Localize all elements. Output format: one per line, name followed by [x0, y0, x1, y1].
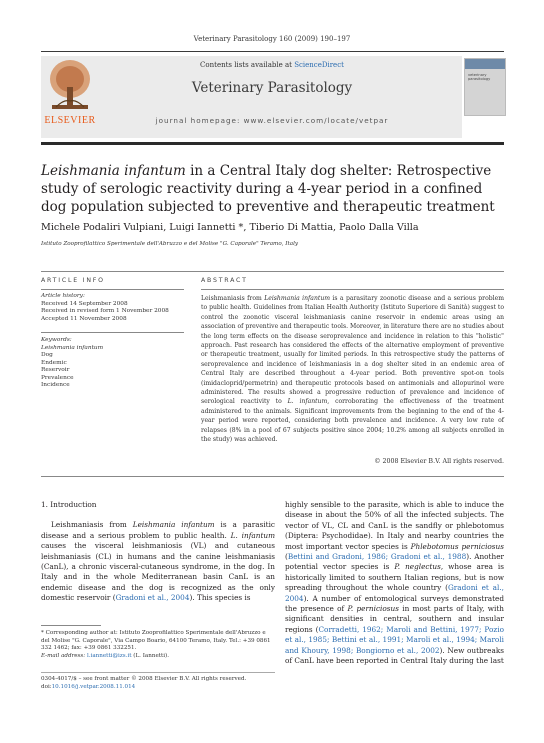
contents-prefix: Contents lists available at — [200, 61, 292, 69]
header-rule — [41, 51, 504, 52]
title-species: Leishmania infantum — [41, 163, 186, 179]
email-link[interactable]: l.iannetti@izs.it — [86, 652, 132, 659]
species-name: P. perniciosus — [347, 604, 399, 614]
text-run: highly sensible to the parasite, which is able to induce the disease in about the 50% of all the infected subjects. The vector of VL, CL and CanL is the sandfly or phlebotomus (Diptera: Psychodidae). In Italy and nearby countries the most important vector species is — [285, 500, 504, 551]
species-name: P. neglectus — [394, 562, 441, 572]
text-run: ). This species is — [189, 593, 251, 603]
citation-link[interactable]: Gradoni et al., 2004 — [285, 583, 504, 603]
info-top-rule — [41, 271, 504, 272]
journal-citation: Veterinary Parasitology 160 (2009) 190–197 — [193, 35, 351, 43]
journal-cover-thumbnail — [464, 58, 506, 116]
citation-link[interactable]: Corradetti, 1962; Maroli and Bettini, 1977; Pozio et al., 1985; Bettini et al., 1991; Maroli et al., 1994; Maroli and Khoury, 1998; Bongiorno et al., 2002 — [285, 624, 504, 655]
text-run: ). Another potential vector species is — [285, 552, 504, 572]
title-rest: in a Central Italy dog shelter: Retrospective study of serologic reactivity during a 4-year period in a confined dog population subjected to preventive and therapeutic treatment — [41, 163, 495, 215]
cover-text: veterinary parasitology — [468, 73, 491, 82]
text-run: ). A number of entomological surveys demonstrated the presence of — [285, 593, 504, 614]
species-name: Phlebotomus perniciosus — [410, 541, 504, 551]
keywords-block — [41, 337, 184, 390]
abstract-bottom-rule — [41, 476, 504, 477]
info-rule-left — [41, 289, 184, 290]
keyword-item: Leishmania infantum — [41, 344, 104, 351]
text-run: causes the visceral leishmaniosis (VL) and cutaneous leishmaniasis (CL) in humans and the canine leishmaniasis (CanL), a chronic visceral-cutaneous syndrome, in the dog. In Italy and in the whole Mediterranean basin CanL is an endemic disease and the dog is recognized as the only domestic reservoir ( — [41, 541, 275, 603]
footnote-text: * Corresponding author at: Istituto Zooprofilattico Sperimentale dell'Abruzzo e del Molise "G. Caporale", Via Campo Boario, 64100 Teramo, Italy. Tel.: +39 0861 332 1462; fax: +39 0861 332251. — [41, 630, 271, 652]
history-label: Article history: — [41, 293, 85, 299]
bottom-rule — [41, 672, 275, 673]
abstract-part: , corroborating the effectiveness of the treatment administered to the animals. Significant improvements from the beginning to the end of the 4-year period were reported, considering both prevalence and incidence. A very low rate of relapses (8% in a pool of 67 subjects positive since 2004; 10.2% among all subjects enrolled in the study) was achieved. — [201, 398, 505, 444]
body-column-right — [285, 500, 504, 667]
article-info-heading: ARTICLE INFO — [41, 277, 105, 284]
front-matter — [41, 676, 301, 692]
info-rule-right — [201, 289, 504, 290]
corresponding-author-footnote — [41, 630, 275, 660]
accepted-date: Accepted 11 November 2008 — [41, 315, 127, 322]
abstract-part: Leishmaniasis from — [201, 295, 265, 302]
doi-prefix: doi: — [41, 683, 52, 690]
abstract-text — [201, 294, 504, 445]
citation-link[interactable]: Gradoni et al., 2004 — [115, 593, 190, 603]
journal-name: Veterinary Parasitology — [191, 80, 353, 96]
keywords-label: Keywords: — [41, 337, 72, 343]
article-title — [41, 162, 504, 216]
doi-line — [41, 684, 301, 692]
banner-rule — [41, 142, 504, 145]
species-name: L. infantum — [230, 530, 275, 540]
keyword-item: Prevalence — [41, 374, 74, 381]
abstract-species: L. infantum — [287, 398, 328, 406]
affiliation: Istituto Zooprofilattico Sperimentale dell'Abruzzo e del Molise "G. Caporale" Teramo, Italy — [41, 241, 299, 247]
email-label: E-mail address: — [41, 652, 86, 659]
keyword-item: Endemic — [41, 359, 67, 366]
abstract-part: is a parasitary zoonotic disease and a serious problem to public health. Guidelines from Italian Health Authority (Istituto Superiore di Sanità) suggest to control the zoonotic visceral leishmaniasis canine reservoir in endemic areas using an association of preventive and therapeutic tools. Moreover, in literature there are no studies about the long term effects on the disease seroprevalence and incidence in relation to this "holistic" approach. Past research has considered the effects of the alternative employment of preventive or therapeutic treatment, usually for limited periods. In this retrospective study the patterns of seroprevalence and incidence of leishmaniasis in a dog shelter sited in an endemic area of Central Italy are described throughout a 4-year period. Both preventive spot-on tools (imidacloprid/permetrin) and therapeutic protocols based on antimonials and allopurinol were administered. The results showed a progressive reduction of prevalence and incidence of serological reactivity to — [201, 295, 505, 406]
text-run: ). New outbreaks of CanL have been reported in Central Italy during the last — [285, 645, 504, 666]
revised-date: Received in revised form 1 November 2008 — [41, 308, 169, 314]
email-suffix: (L. Iannetti). — [131, 652, 170, 659]
doi-link[interactable]: 10.1016/j.vetpar.2008.11.014 — [51, 683, 136, 690]
keyword-item: Incidence — [41, 382, 70, 388]
intro-paragraph-cont — [285, 500, 504, 667]
sciencedirect-link[interactable]: ScienceDirect — [294, 61, 344, 69]
contents-line — [0, 61, 544, 69]
species-name: Leishmania infantum — [132, 520, 215, 530]
journal-homepage[interactable]: journal homepage: www.elsevier.com/locate/vetpar — [155, 116, 389, 125]
copyright-notice: © 2008 Elsevier B.V. All rights reserved. — [374, 458, 504, 465]
abstract-heading: ABSTRACT — [201, 277, 248, 284]
issn-line: 0304-4017/$ – see front matter © 2008 Elsevier B.V. All rights reserved. — [41, 676, 247, 682]
text-run: is a parasitic disease and a serious problem to public health. — [41, 520, 276, 540]
author-list: Michele Podaliri Vulpiani, Luigi Iannetti *, Tiberio Di Mattia, Paolo Dalla Villa — [41, 222, 419, 233]
email-line — [41, 653, 275, 661]
citation-link[interactable]: Bettini and Gradoni, 1986; Gradoni et al., 1988 — [287, 552, 467, 562]
cover-strip — [465, 59, 505, 69]
keyword-item: Reservoir — [41, 367, 70, 373]
footnote-rule — [41, 625, 101, 626]
article-history — [41, 293, 184, 323]
body-column-left — [41, 500, 275, 604]
text-run: , whose area is historically limited to southern Italian regions, but is now spreading throughout the whole country ( — [285, 562, 505, 593]
text-run: in most parts of Italy, with significant densities in central, southern and insular regions ( — [285, 604, 504, 634]
keyword-item: Dog — [41, 352, 53, 358]
received-date: Received 14 September 2008 — [41, 300, 128, 307]
intro-paragraph — [41, 520, 275, 603]
keywords-rule — [41, 332, 184, 333]
section-heading: 1. Introduction — [41, 500, 97, 509]
text-run: Leishmaniasis from — [51, 520, 133, 530]
abstract-species: Leishmania infantum — [264, 295, 331, 302]
text-run: ( — [285, 552, 288, 562]
publisher-logo-text: ELSEVIER — [44, 115, 96, 126]
